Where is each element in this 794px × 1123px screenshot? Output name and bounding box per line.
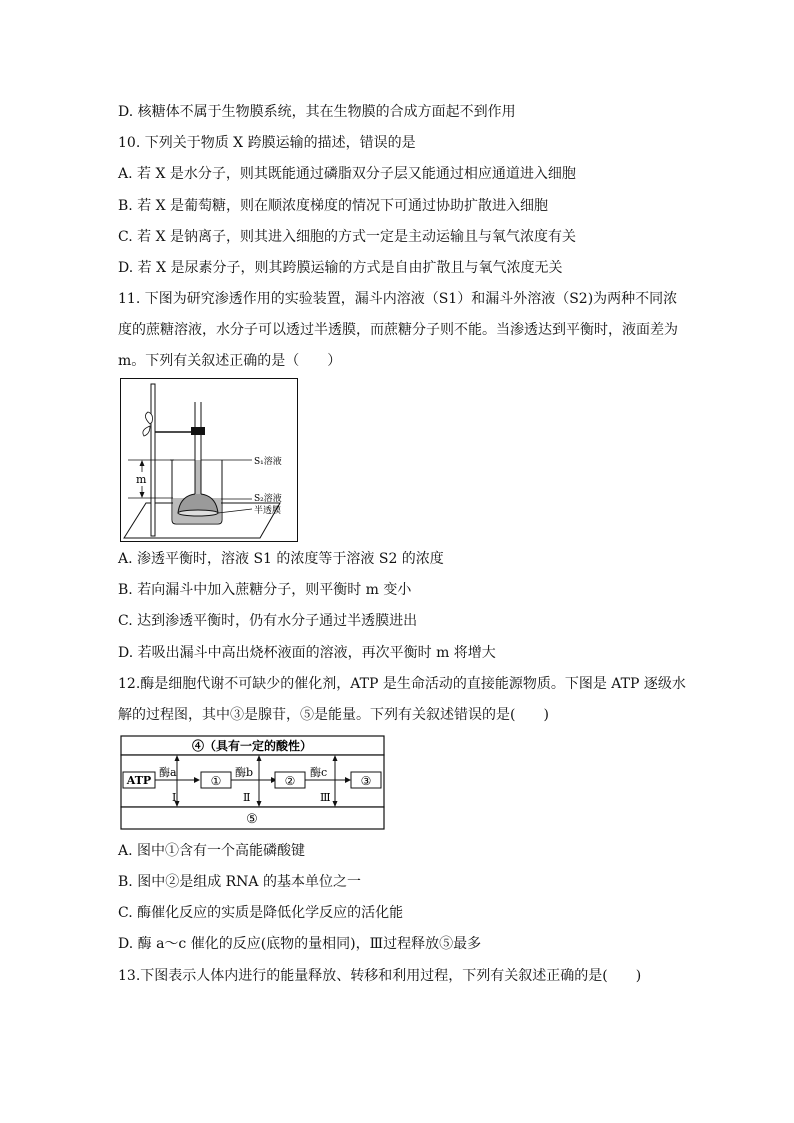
s1-solution-label: S₁溶液	[254, 457, 282, 467]
question-12-stem-line1: 12.酶是细胞代谢不可缺少的催化剂，ATP 是生命活动的直接能源物质。下图是 ATP 逐级水	[118, 676, 686, 692]
product-3-label: ③	[360, 774, 372, 788]
enzyme-a-label: 酶a	[159, 766, 177, 779]
enzyme-b-label: 酶b	[235, 766, 254, 779]
question-11-stem-line3: m。下列有关叙述正确的是（ ）	[118, 353, 342, 369]
product-2-label: ②	[284, 774, 296, 788]
question-10-option-b: B. 若 X 是葡萄糖，则在顺浓度梯度的情况下可通过协助扩散进入细胞	[118, 198, 549, 214]
question-11-option-b: B. 若向漏斗中加入蔗糖分子，则平衡时 m 变小	[118, 582, 412, 598]
question-13-stem: 13.下图表示人体内进行的能量释放、转移和利用过程，下列有关叙述正确的是( )	[118, 968, 642, 984]
bottom-band-label: ⑤	[246, 812, 258, 827]
top-band-label: ④（具有一定的酸性）	[191, 739, 313, 753]
clamp-block	[191, 427, 205, 435]
step-3-label: Ⅲ	[320, 791, 331, 804]
m-label: m	[136, 473, 147, 486]
question-10-option-a: A. 若 X 是水分子，则其既能通过磷脂双分子层又能通过相应通道进入细胞	[118, 166, 576, 182]
question-12-option-b: B. 图中②是组成 RNA 的基本单位之一	[118, 874, 361, 890]
question-11-option-c: C. 达到渗透平衡时，仍有水分子通过半透膜进出	[118, 613, 418, 629]
step-2-label: Ⅱ	[243, 791, 251, 804]
question-12-option-c: C. 酶催化反应的实质是降低化学反应的活化能	[118, 905, 404, 921]
s2-solution-label: S₂溶液	[254, 494, 282, 504]
atp-label: ATP	[126, 774, 152, 787]
enzyme-c-label: 酶c	[310, 766, 328, 779]
question-11-stem-line2: 度的蔗糖溶液，水分子可以透过半透膜，而蔗糖分子则不能。当渗透达到平衡时，液面差为	[118, 322, 678, 338]
question-11-option-d: D. 若吸出漏斗中高出烧杯液面的溶液，再次平衡时 m 将增大	[118, 645, 496, 661]
membrane-label: 半透膜	[254, 506, 282, 516]
atp-hydrolysis-figure	[120, 735, 386, 831]
osmosis-apparatus-figure	[120, 378, 298, 542]
question-12-stem-line2: 解的过程图，其中③是腺苷，⑤是能量。下列有关叙述错误的是( )	[118, 707, 549, 723]
question-10-stem: 10. 下列关于物质 X 跨膜运输的描述，错误的是	[118, 135, 416, 151]
question-11-option-a: A. 渗透平衡时，溶液 S1 的浓度等于溶液 S2 的浓度	[118, 551, 444, 567]
step-1-label: Ⅰ	[172, 791, 177, 804]
question-9-option-d: D. 核糖体不属于生物膜系统，其在生物膜的合成方面起不到作用	[118, 104, 516, 120]
question-10-option-c: C. 若 X 是钠离子，则其进入细胞的方式一定是主动运输且与氧气浓度有关	[118, 229, 576, 245]
question-11-stem-line1: 11. 下图为研究渗透作用的实验装置，漏斗内溶液（S1）和漏斗外溶液（S2)为两种不同浓	[118, 291, 678, 307]
question-12-option-d: D. 酶 a～c 催化的反应(底物的量相同)，Ⅲ过程释放⑤最多	[118, 936, 482, 952]
question-12-option-a: A. 图中①含有一个高能磷酸键	[118, 843, 306, 859]
question-10-option-d: D. 若 X 是尿素分子，则其跨膜运输的方式是自由扩散且与氧气浓度无关	[118, 260, 563, 276]
product-1-label: ①	[210, 774, 222, 788]
semipermeable-membrane	[178, 510, 218, 516]
